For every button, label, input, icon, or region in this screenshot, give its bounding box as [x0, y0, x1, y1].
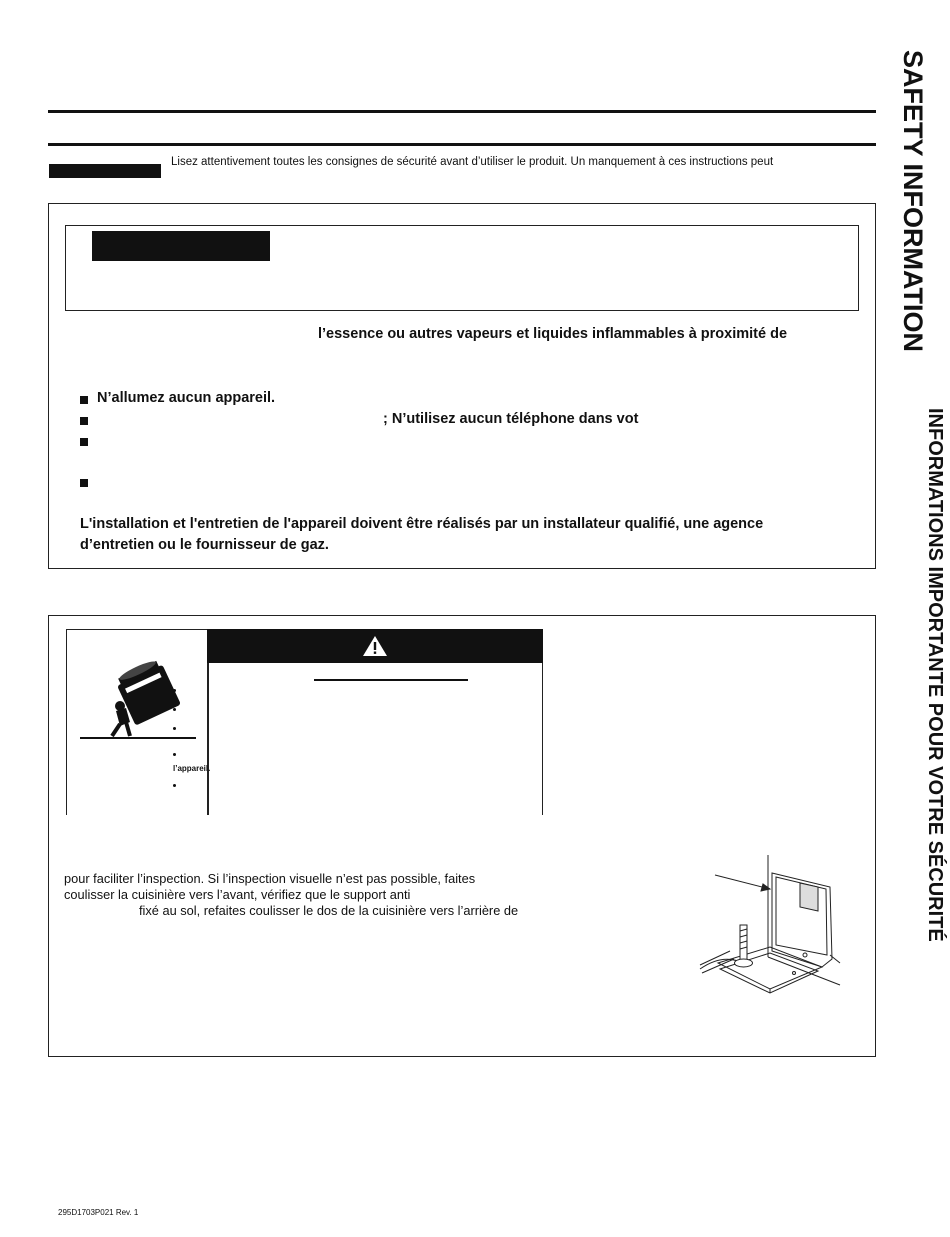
header-rule-bottom — [48, 143, 876, 146]
side-title: SAFETY INFORMATION — [898, 50, 928, 352]
inspection-line2: coulisser la cuisinière vers l’avant, vérifiez que le support anti — [64, 887, 411, 902]
side-subtitle: INFORMATIONS IMPORTANTE POUR VOTRE SÉCURITÉ — [924, 408, 946, 942]
tip-over-bullet-4 — [173, 753, 176, 756]
bullet-square-4 — [80, 479, 88, 487]
bullet-square-3 — [80, 438, 88, 446]
redacted-warning-label — [92, 231, 270, 261]
anti-tip-bracket-illustration — [690, 855, 860, 1005]
inspection-line1: pour faciliter l’inspection. Si l’inspection visuelle n’est pas possible, faites — [64, 871, 476, 886]
gas-warning-item1: N’allumez aucun appareil. — [97, 390, 276, 406]
tip-over-bullet-2 — [173, 708, 176, 711]
tip-over-bullet-5 — [173, 784, 176, 787]
gas-warning-item2: ; N’utilisez aucun téléphone dans vot — [383, 411, 639, 427]
intro-text: Lisez attentivement toutes les consignes de sécurité avant d’utiliser le produit. Un manquement à ces instructions peut — [171, 156, 774, 168]
tip-over-bullet-3 — [173, 727, 176, 730]
footer-code: 295D1703P021 Rev. 1 — [58, 1208, 139, 1217]
installation-line2: d’entretien ou le fournisseur de gaz. — [80, 537, 329, 553]
gas-warning-line1: l’essence ou autres vapeurs et liquides inflammables à proximité de — [318, 326, 788, 342]
bullet-square-2 — [80, 417, 88, 425]
range-tipping-icon — [78, 660, 198, 740]
warning-triangle-icon — [362, 635, 388, 657]
installation-line1: L'installation et l'entretien de l'appareil doivent être réalisés par un installateur qualifié, une agence — [80, 516, 764, 532]
tip-over-bullet-1 — [173, 689, 176, 692]
inspection-line3: fixé au sol, refaites coulisser le dos de la cuisinière vers l’arrière de — [139, 903, 519, 918]
tip-over-underline — [314, 679, 468, 681]
tip-over-warning-header — [207, 629, 543, 663]
bullet-square-1 — [80, 396, 88, 404]
tip-over-bullet-4-text: l’appareil. — [173, 764, 211, 773]
header-rule-top — [48, 110, 876, 113]
redacted-label-bar — [49, 164, 161, 178]
